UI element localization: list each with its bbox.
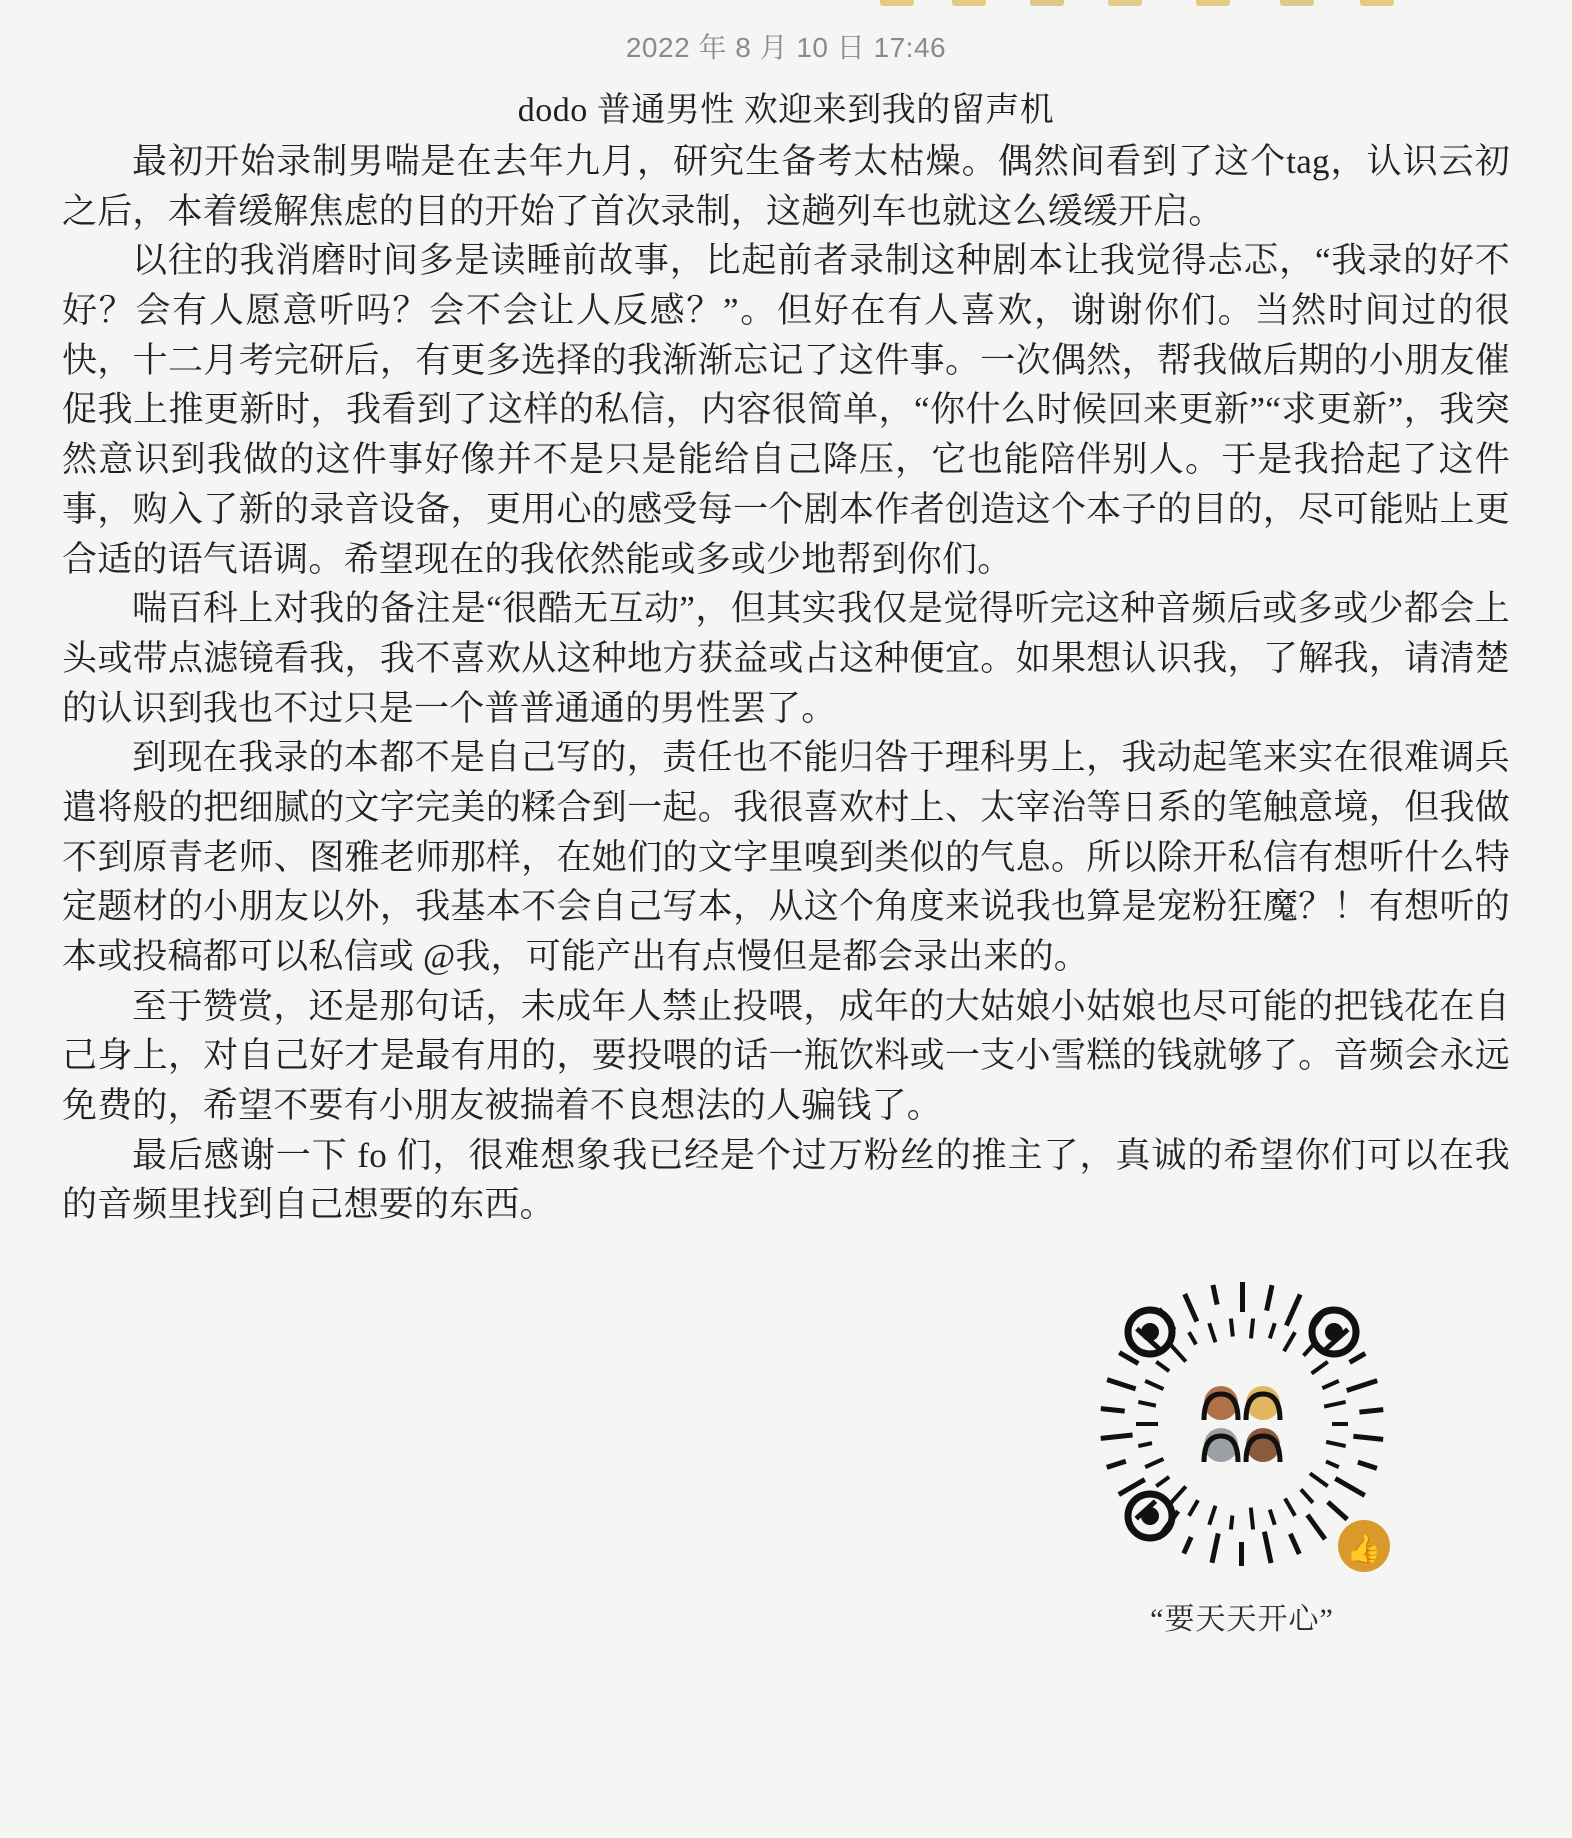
post-timestamp: 2022 年 8 月 10 日 17:46 bbox=[625, 32, 947, 63]
paragraph: 至于赞赏，还是那句话，未成年人禁止投喂，成年的大姑娘小姑娘也尽可能的把钱花在自己身上，对自己好才是最有用的，要投喂的话一瓶饮料或一支小雪糕的钱就够了。音频会永远免费的，希望不要有小朋友被揣着不良想法的人骗钱了。 bbox=[62, 986, 1510, 1126]
paragraph: 喘百科上对我的备注是“很酷无互动”，但其实我仅是觉得听完这种音频后或多或少都会上头或带点滤镜看我，我不喜欢从这种地方获益或占这种便宜。如果想认识我，了解我，请清楚的认识到我也不过只是一个普普通通的男性罢了。 bbox=[62, 589, 1510, 728]
paragraph: 到现在我录的本都不是自己写的，责任也不能归咎于理科男上，我动起笔来实在很难调兵遣将般的把细腻的文字完美的糅合到一起。我很喜欢村上、太宰治等日系的笔触意境，但我做不到原青老师、图雅老师那样，在她们的文字里嗅到类似的气息。所以除开私信有想听什么特定题材的小朋友以外，我基本不会自己写本，从这个角度来说我也算是宠粉狂魔？！有想听的本或投稿都可以私信或 @我，可能产出有点慢但是都会录出来的。 bbox=[62, 738, 1510, 976]
paragraph: 最初开始录制男喘是在去年九月，研究生备考太枯燥。偶然间看到了这个tag，认识云初之后，本着缓解焦虑的目的开始了首次录制，这趟列车也就这么缓缓开启。 bbox=[62, 142, 1510, 231]
qr-section bbox=[62, 1264, 1510, 1644]
article-body bbox=[62, 137, 1510, 1230]
paragraph: 以往的我消磨时间多是读睡前故事，比起前者录制这种剧本让我觉得忐忑，“我录的好不好？会有人愿意听吗？会不会让人反感？”。但好在有人喜欢，谢谢你们。当然时间过的很快，十二月考完研后，有更多选择的我渐渐忘记了这件事。一次偶然，帮我做后期的小朋友催促我上推更新时，我看到了这样的私信，内容很简单，“你什么时候回来更新”“求更新”，我突然意识到我做的这件事好像并不是只是能给自己降压，它也能陪伴别人。于是我拾起了这件事，购入了新的录音设备，更用心的感受每一个剧本作者创造这个本子的目的，尽可能贴上更合适的语气语调。希望现在的我依然能或多或少地帮到你们。 bbox=[62, 241, 1510, 579]
svg-text:👍: 👍 bbox=[1346, 1532, 1382, 1566]
paragraph: 最后感谢一下 fo 们，很难想象我已经是个过万粉丝的推主了，真诚的希望你们可以在我的音频里找到自己想要的东西。 bbox=[62, 1135, 1510, 1225]
qr-caption: “要天天开心” bbox=[1150, 1603, 1334, 1637]
qr-code[interactable] bbox=[1092, 1274, 1392, 1574]
page-title: dodo 普通男性 欢迎来到我的留声机 bbox=[517, 92, 1055, 129]
